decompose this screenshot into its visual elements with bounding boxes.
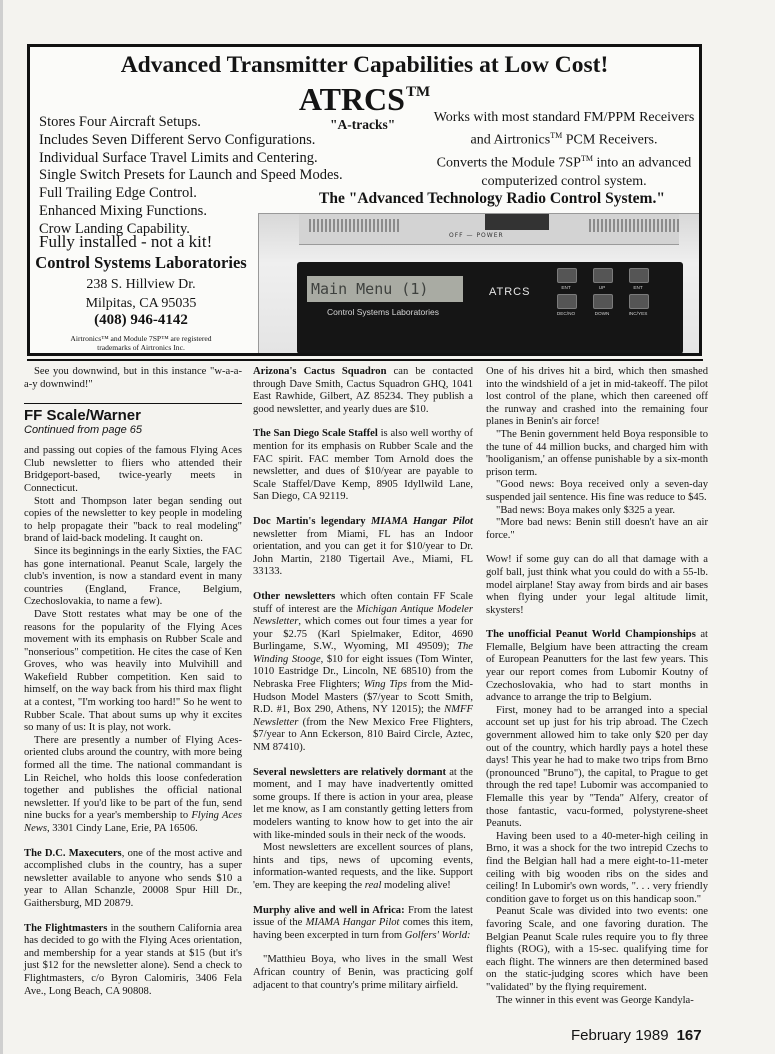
lead-in: Several newsletters are relatively dormant (253, 766, 447, 778)
text-run: , 3301 Cindy Lane, Erie, PA 16506. (46, 823, 198, 834)
address-line: Milpitas, CA 95035 (85, 295, 197, 311)
feature-item: Single Switch Presets for Launch and Speed Modes. (39, 167, 343, 184)
publication-name: NMFF Newsletter (253, 704, 473, 728)
antenna-mount (485, 214, 549, 230)
power-switch-label: OFF — POWER (449, 232, 504, 239)
feature-item: Stores Four Aircraft Setups. (39, 114, 201, 130)
paragraph: "More bad news: Benin still doesn't have an air force." (486, 517, 708, 541)
feature-item: Individual Surface Travel Limits and Centering. (39, 149, 318, 166)
lead-in: Murphy alive and well in Africa: (253, 904, 405, 916)
panel-maker: Control Systems Laboratories (327, 307, 439, 317)
paragraph: "Matthieu Boya, who lives in the small West African country of Benin, was practicing golf adjacent to that country's prime military airfield. (253, 954, 473, 991)
feature-item: Includes Seven Different Servo Configurations. (39, 131, 316, 148)
ad-trademark-notice (35, 334, 247, 352)
control-panel (297, 262, 683, 354)
key-button (557, 268, 577, 283)
text-run: , one of the most active and accomplished clubs in the country, has a super newsletter available to anyone who sends $10 a year to Allan Schanzle, 20008 Spur Hill Dr., Gaithersburg, MD 20879. (24, 847, 243, 909)
speaker-grill (589, 219, 679, 232)
publication-name: Michigan Antique Modeler Newsletter (253, 603, 473, 628)
column-2 (253, 366, 473, 992)
publication-name: The Winding Stooge (253, 641, 473, 665)
lead-in: The D.C. Maxecuters (24, 847, 122, 859)
transmitter-photo (258, 213, 700, 355)
department-title: FF Scale/Warner (24, 407, 141, 425)
compat-line (428, 127, 700, 150)
ad-compatibility (428, 109, 700, 150)
converts-line: computerized control system. (481, 173, 647, 189)
paragraph: Peanut Scale was divided into two events: one favoring Scale, and one favoring duration. The Belgian Peanut Scale rules require you to fly three flights (ROG), with a 15-sec. qualifying time for each flight. The winners are then determined based on the static-judging scores which have been "validated" by the flying requirement. (486, 906, 708, 993)
lead-in: Doc Martin's legendary (253, 515, 371, 527)
paragraph: The winner in this event was George Kandyla- (496, 994, 694, 1006)
paragraph (253, 591, 473, 755)
text-run: Most newsletters are excellent sources of plans, hints and tips, news of upcoming events, information-wanted requests, and the like. Support 'em. They are keeping the (253, 842, 473, 891)
paragraph: See you downwind, but in this instance "w-a-a-a-y downwind!" (24, 366, 242, 390)
publication-name: MIAMA Hangar Pilot (305, 917, 400, 929)
page-edge (0, 0, 3, 1054)
ad-phone: (408) 946-4142 (94, 312, 188, 328)
key-label: ENT (633, 285, 643, 290)
text-run: from the Mid-Hudson Model Masters ($7/year to Scott Smith, R.D. #1, Box 290, Athens, NY 12015); the (253, 679, 473, 716)
key-button (593, 294, 613, 309)
panel-brand: ATRCS (489, 286, 531, 298)
column-1 (24, 366, 242, 1010)
product-name: ATRCS (298, 81, 405, 117)
paragraph: Since its beginnings in the early Sixties, the FAC has gone international. Peanut Scale, largely the club's invention, is now a standard event in many countries (England, France, Belgium, Czechoslovakia, to name a few). (24, 545, 242, 608)
emphasis: real (364, 879, 382, 891)
page-number: 167 (676, 1027, 702, 1044)
paragraph: and passing out copies of the famous Flying Aces Club newsletter to fliers who attended their Bridgeport-based, twice-yearly meets in Connecticut. (24, 445, 242, 494)
paragraph (24, 923, 242, 999)
feature-item: Crow Landing Capability. (39, 220, 190, 237)
trademark-line: trademarks of Airtronics Inc. (97, 343, 185, 352)
text-run: at Flemalle, Belgium have been attracting the cream of European Peanutters for the last few years. This year our report comes from Lubomir Koutny of Czechoslovakia, who had to start months in advance to arrange the trip to Belgium. (486, 629, 709, 704)
ad-headline: Advanced Transmitter Capabilities at Low Cost! (120, 52, 609, 78)
atrcs-advertisement (27, 44, 702, 356)
paragraph (253, 905, 473, 943)
column-3 (486, 366, 708, 1007)
lead-in: Other newsletters (253, 590, 336, 602)
section-divider (27, 359, 703, 361)
text-run: comes this item, having been excerpted in turn from (253, 917, 473, 941)
paragraph: "Bad news: Boya makes only $325 a year. (496, 504, 676, 516)
trademark-line: Airtronics™ and Module 7SP™ are registered (70, 334, 212, 343)
paragraph (253, 516, 473, 579)
paragraph (253, 366, 473, 416)
text-run: (from the New Mexico Free Flighters, $7/year to Ann Eckerson, 810 Baird Circle, Aztec, NM 87410). (253, 716, 473, 754)
text-run: modeling alive! (381, 879, 451, 891)
converts-text: Converts the Module 7SP (436, 155, 581, 171)
text-run: which often contain FF Scale stuff of interest are the (253, 590, 473, 615)
ad-installed-note: Fully installed - not a kit! (39, 232, 213, 251)
paragraph: Having been used to a 40-meter-high ceiling in Brno, it was a shock for the two intrepid Czechs to find the Belgian hall had a mere eight-to-11-meter ceiling with big wooden ribs on the sides and ceiling! In Lubomir's own words, ". . . very friendly condition gave to forget us on this handicap soon." (486, 830, 708, 905)
address-line: 238 S. Hillview Dr. (86, 277, 196, 292)
converts-text: into an advanced (592, 155, 692, 171)
paragraph: Dave Stott restates what may be one of the reasons for the popularity of the Flying Aces movement with its emphasis on Rubber Scale and "nonserious" competition. He cites the case of Ken Groves, who was heavily into Mulvihill and Wakefield Rubber competition. Ken said to himself, on the way back from his third max flight at a contest, "I'm working too hard!" So he went to Rubber Scale. That about sums up why it excites so many of us: It is play, not work. (24, 608, 242, 734)
text-run: , which comes out four times a year for your $2.75 (Karl Spielmaker, Editor, 4690 Burlingame, S.W., Wyoming, MI 49509); (253, 616, 473, 653)
key-label: UP (598, 285, 606, 290)
text-run: at the moment, and I may have inadvertently omitted some groups. If there is action in your area, please let me know, as I am constantly getting letters from modelers wanting to know how to get into the air with like-minded souls in their neck of the woods. (253, 766, 473, 841)
page-footer (571, 1027, 702, 1044)
text-run: can be contacted through Dave Smith, Cactus Squadron GHQ, 1041 East Rawhide, Gilbert, AZ 85234. They publish a good newsletter, and yearly dues are $10. (253, 366, 473, 415)
key-label: DEC/NO (556, 311, 576, 316)
publication-name: Golfers' World: (404, 929, 471, 941)
speaker-grill (309, 219, 399, 232)
compat-text: PCM Receivers. (562, 132, 658, 148)
lead-in: Arizona's Cactus Squadron (253, 366, 387, 377)
feature-item: Full Trailing Edge Control. (39, 185, 197, 202)
key-button (593, 268, 613, 283)
key-button (629, 294, 649, 309)
converts-line (428, 150, 700, 173)
ad-converts (428, 150, 700, 191)
continued-from: Continued from page 65 (24, 424, 143, 437)
compat-line: Works with most standard FM/PPM Receivers (433, 110, 695, 125)
issue-date: February 1989 (571, 1027, 669, 1044)
publication-name: MIAMA Hangar Pilot (370, 515, 473, 527)
key-button (629, 268, 649, 283)
key-label: DOWN (594, 311, 610, 316)
paragraph: "The Benin government held Boya responsible to the tune of 44 million bucks, and charged him with 'hooliganism,' an offense punishable by a six-month prison term. (486, 428, 708, 478)
key-button (557, 294, 577, 309)
paragraph (486, 629, 708, 705)
ad-tagline: The "Advanced Technology Radio Control System." (319, 190, 665, 207)
lcd-display: Main Menu (1) (307, 276, 463, 302)
trademark-mark: TM (580, 154, 593, 163)
ad-pronunciation: "A-tracks" (330, 117, 396, 132)
paragraph: One of his drives hit a bird, which then smashed into the windshield of a jet in mid-takeoff. The pilot lost control of the plane, which then careened off the runway and crashed into the remaining four planes in Benin's air force! (486, 366, 708, 428)
lead-in: The San Diego Scale Staffel (253, 428, 378, 440)
feature-item: Enhanced Mixing Functions. (39, 202, 207, 219)
paragraph: First, money had to be arranged into a special account set up just for his trip abroad. The Czech government allowed him to take only $20 per day out of the country, which hardly pays a hotel these days! This year he had to make two trips from Brno (pronounced "Bruno"), the capital, to Prague to get through the red tape! Lubomir was accompanied to Flemalle this year by "Tenda" Alfery, creator of those fantastic, vacu-formed, polystyrene-sheet Peanuts. (486, 704, 708, 830)
paragraph (24, 848, 242, 911)
transmitter-top (299, 214, 679, 245)
key-label: INC/YES (628, 311, 648, 316)
compat-text: and Airtronics (470, 132, 551, 148)
ad-company-name: Control Systems Laboratories (35, 253, 247, 272)
publication-name: Flying Aces News (24, 810, 242, 834)
text-run: is also well worthy of mention for its emphasis on Rubber Scale and the FAC spirit. FAC member Tom Arnold does the newsletter, and dues of $10/year are payable to Scale Staffel/Dave Kemp, 8905 Idyllwild Lane, San Diego, CA 92119. (253, 428, 473, 503)
paragraph (253, 428, 473, 504)
text-run: , $10 for eight issues (Tom Winter, 1010 Eastridge Dr., Lincoln, NE 68510) from the Nebraska Free Flighters; (253, 653, 473, 691)
trademark-mark: TM (550, 131, 563, 140)
paragraph: Wow! if some guy can do all that damage with a golf ball, just think what you could do with a 55-lb. model airplane! Stay away from birds and air bases when flying under your legal altitude limit, skysters! (486, 554, 708, 616)
paragraph (24, 735, 242, 836)
trademark-mark: TM (405, 84, 431, 100)
department-header (24, 403, 242, 437)
paragraph: Stott and Thompson later began sending out copies of the newsletter to key people in modeling to help propagate their "back to real modeling" brand of laid-back modeling. It caught on. (24, 495, 242, 545)
publication-name: Wing Tips (363, 679, 407, 691)
key-label: ENT (561, 285, 571, 290)
ad-address (35, 276, 247, 313)
text-run: There are presently a number of Flying Aces-oriented clubs around the country, with more being formed all the time. The national commandant is Lin Reichel, who holds this loose confederation together and publishes the official national newsletter. If you'd like to be part of the fun, send nine bucks for a year's membership to (24, 734, 242, 822)
lead-in: The Flightmasters (24, 922, 108, 934)
lead-in: The unofficial Peanut World Championships (486, 629, 696, 641)
text-run: From the latest issue of the (253, 904, 473, 929)
paragraph (253, 767, 473, 843)
text-run: newsletter from Miami, FL has an Indoor orientation, and you can get it for $10/year to Dr. John Martin, 2180 Tigertail Ave., Miami, FL 33133. (253, 528, 473, 578)
paragraph (253, 842, 473, 892)
paragraph: "Good news: Boya received only a seven-day suspended jail sentence. His fine was reduce to $45. (486, 479, 708, 503)
text-run: in the southern California area has decided to go with the Flying Aces orientation, and membership for a year stands at $15 (but it's just $12 for the newsletter alone). Send a check to Flightmasters, c/o Byron Calomiris, 3406 Fela Ave., Long Beach, CA 90808. (24, 922, 242, 997)
